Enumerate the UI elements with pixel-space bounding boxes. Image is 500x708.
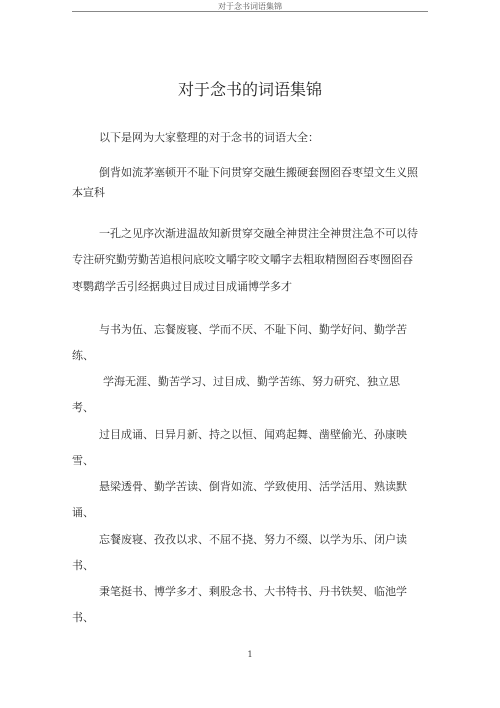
paragraph-line: 诵、: [72, 506, 94, 519]
paragraph-line: 秉笔挺书、博学多才、剩股念书、大书特书、丹书铁契、临池学: [99, 585, 407, 598]
paragraph-line: 考、: [72, 401, 94, 414]
paragraph-line: 本宣科: [72, 186, 105, 199]
document-title: 对于念书的词语集锦: [177, 80, 322, 99]
paragraph-line: 书、: [72, 559, 94, 572]
paragraph-line: 雪、: [72, 454, 94, 467]
intro-line: 以下是网为大家整理的对于念书的词语大全：: [99, 131, 319, 144]
paragraph-line: 悬梁透骨、勤学苦读、倒背如流、学致使用、活学活用、熟读默: [99, 480, 407, 493]
paragraph-line: 学海无涯、勤苦学习、过目成、勤学苦练、努力研究、独立思: [103, 375, 400, 388]
page-number: 1: [247, 650, 253, 659]
paragraph-line: 一孔之见序次渐进温故知新贯穿交融全神贯注全神贯注急不可以待: [99, 227, 418, 240]
paragraph-line: 倒背如流茅塞顿开不耻下问贯穿交融生搬硬套囫囵吞枣望文生义照: [99, 166, 418, 179]
paragraph-line: 过目成诵、日异月新、持之以恒、闻鸡起舞、凿壁偷光、孙康映: [99, 428, 407, 441]
paragraph-line: 书、: [72, 611, 94, 624]
paragraph-line: 忘餐废寝、孜孜以求、不屈不挠、努力不缀、以学为乐、闭户读: [99, 533, 407, 546]
paragraph-line: 练、: [72, 349, 94, 362]
running-header: 对于念书词语集锦: [218, 2, 282, 11]
header-rule: [72, 11, 428, 12]
paragraph-line: 专注研究勤劳勤苦追根问底咬文嚼字咬文嚼字去粗取精囫囵吞枣囫囵吞: [72, 253, 413, 266]
paragraph-line: 枣鹦鹉学舌引经据典过目成过目成诵博学多才: [72, 280, 292, 293]
paragraph-line: 与书为伍、忘餐废寝、学而不厌、不耻下问、勤学好问、勤学苦: [99, 323, 407, 336]
